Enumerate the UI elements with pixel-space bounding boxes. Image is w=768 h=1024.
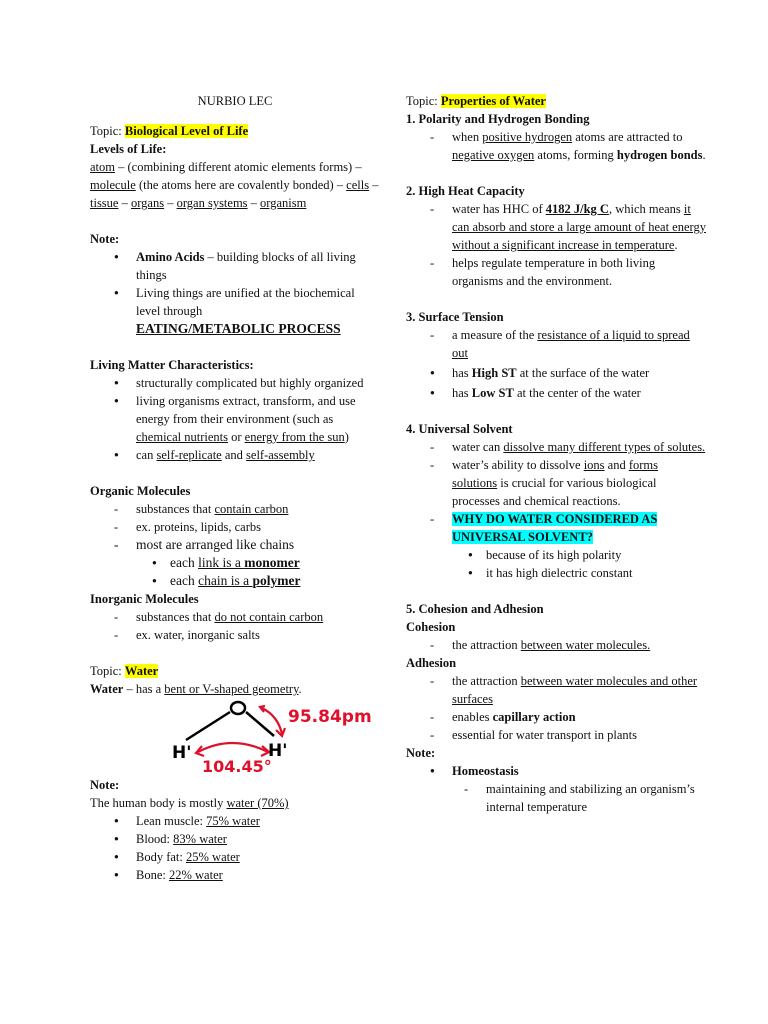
list-item: - most are arranged like chains xyxy=(90,536,380,554)
term-positive-hydrogen: positive hydrogen xyxy=(482,130,573,144)
item-text: is crucial for various biological processes and chemical reactions. xyxy=(452,476,657,508)
item-text: living organisms extract, transform, and use energy from their environment (such as xyxy=(136,394,356,426)
levels-of-life-text xyxy=(90,158,380,212)
hydrogen-label: H' xyxy=(268,741,288,761)
item-text: water has HHC of xyxy=(452,202,546,216)
water-molecule-sketch xyxy=(90,700,380,776)
item-text: The human body is mostly xyxy=(90,796,227,810)
term-hydrogen-bonds: hydrogen bonds xyxy=(616,148,703,162)
levels-of-life-heading: Levels of Life: xyxy=(90,142,167,156)
item-text: chain is a xyxy=(198,573,253,588)
item-text: and xyxy=(604,458,629,472)
bond-line xyxy=(186,712,230,740)
bond-angle-label: 104.45° xyxy=(202,757,272,776)
item-text: between water molecules. xyxy=(520,638,651,652)
term-tissue: tissue xyxy=(90,196,119,210)
item-label: Blood: xyxy=(136,832,174,846)
item-text: enables xyxy=(452,710,493,724)
item-text: has xyxy=(452,366,472,380)
item-text: water can xyxy=(452,440,504,454)
item-text: the attraction xyxy=(452,674,521,688)
item-text: resistance of a liquid to spread out xyxy=(452,328,690,360)
item-text: at the center of the water xyxy=(513,386,641,400)
item-text: atoms, forming xyxy=(534,148,617,162)
section-heading: 3. Surface Tension xyxy=(406,310,504,324)
list-item xyxy=(90,812,380,830)
term-amino-acids: Amino Acids xyxy=(136,250,205,264)
levels-sep: – xyxy=(247,196,261,210)
list-item xyxy=(90,830,380,848)
oxygen-atom xyxy=(231,702,245,714)
item-text: has xyxy=(452,386,472,400)
item-text: or xyxy=(227,430,245,444)
item-text: at the surface of the water xyxy=(516,366,650,380)
note-heading: Note: xyxy=(406,746,436,760)
term-chemical-nutrients: chemical nutrients xyxy=(136,430,228,444)
term-hhc-value: 4182 J/kg C xyxy=(545,202,609,216)
item-text: Living things are unified at the biochemical level through xyxy=(136,286,355,318)
topic-water xyxy=(90,662,380,680)
body-water-list xyxy=(90,812,380,884)
item-text: between water molecules and other surfaces xyxy=(452,674,698,706)
note-heading: Note: xyxy=(90,778,120,792)
list-item: - ex. water, inorganic salts xyxy=(90,626,380,644)
bond-line xyxy=(246,712,274,736)
topic-properties-of-water xyxy=(406,92,706,110)
term-forms-solutions: forms solutions xyxy=(452,458,659,490)
term-organism: organism xyxy=(260,196,307,210)
item-text: water’s ability to dissolve xyxy=(452,458,584,472)
term-self-replicate: self-replicate xyxy=(156,448,222,462)
list-item xyxy=(406,384,706,402)
list-item xyxy=(90,284,380,338)
item-text: it can absorb and store a large amount of heat energy without a significant increase in temperature xyxy=(452,202,706,252)
heat-capacity-list xyxy=(406,200,706,290)
item-text: atoms are attracted to xyxy=(572,130,683,144)
term-water: Water xyxy=(90,682,124,696)
term-negative-oxygen: negative oxygen xyxy=(452,148,535,162)
list-item xyxy=(90,500,380,518)
bond-length-label: 95.84pm xyxy=(288,707,372,727)
item-text: each xyxy=(170,555,199,570)
item-label: Bone: xyxy=(136,868,169,882)
body-water-text xyxy=(90,794,380,812)
item-value: 22% water xyxy=(168,868,223,882)
item-text: and xyxy=(221,448,247,462)
levels-sep: – xyxy=(369,178,379,192)
section-heading: 2. High Heat Capacity xyxy=(406,184,525,198)
levels-sep: – xyxy=(164,196,177,210)
list-item xyxy=(90,446,380,464)
organic-list xyxy=(90,500,380,590)
list-item xyxy=(406,438,706,456)
item-value: 83% water xyxy=(173,832,227,846)
item-text: . xyxy=(702,148,706,162)
topic-prefix: Topic: xyxy=(90,664,125,678)
item-text: when xyxy=(452,130,483,144)
term-high-st: High ST xyxy=(471,366,517,380)
adhesion-list xyxy=(406,672,706,744)
left-column xyxy=(90,92,380,884)
list-item: - essential for water transport in plants xyxy=(406,726,706,744)
term-ions: ions xyxy=(583,458,605,472)
item-text: substances that xyxy=(136,502,215,516)
topic-biological-level xyxy=(90,122,380,140)
item-value: 25% water xyxy=(186,850,240,864)
list-item xyxy=(406,456,706,510)
cohesion-heading: Cohesion xyxy=(406,620,456,634)
organic-molecules-heading: Organic Molecules xyxy=(90,484,191,498)
item-text: link is a xyxy=(198,555,245,570)
item-text: . xyxy=(298,682,302,696)
water-definition xyxy=(90,680,380,698)
list-item: - maintaining and stabilizing an organism’s internal temperature xyxy=(406,780,706,816)
term-water-percent: water (70%) xyxy=(226,796,289,810)
list-item xyxy=(90,554,380,572)
list-item: ● structurally complicated but highly organized xyxy=(90,374,380,392)
term-monomer: monomer xyxy=(244,555,300,570)
term-contain-carbon: contain carbon xyxy=(214,502,289,516)
item-text: substances that xyxy=(136,610,215,624)
list-item xyxy=(90,392,380,446)
item-text: the attraction xyxy=(452,638,521,652)
note-heading: Note: xyxy=(90,232,120,246)
item-text: a measure of the xyxy=(452,328,538,342)
item-text: ) xyxy=(344,430,349,444)
topic-title-highlight: Water xyxy=(124,664,159,678)
topic-title-highlight: Biological Level of Life xyxy=(124,124,249,138)
list-item xyxy=(406,128,706,164)
levels-text: (the atoms here are covalently bonded) – xyxy=(135,178,347,192)
item-text: – building blocks of all living things xyxy=(136,250,356,282)
list-item xyxy=(406,364,706,382)
item-text: . xyxy=(674,238,678,252)
adhesion-heading: Adhesion xyxy=(406,656,457,670)
topic-prefix: Topic: xyxy=(406,94,441,108)
eating-metabolic-process: EATING/METABOLIC PROCESS xyxy=(136,321,341,336)
list-item xyxy=(406,200,706,254)
list-item xyxy=(90,572,380,590)
list-item xyxy=(406,636,706,654)
item-text: , which means xyxy=(608,202,684,216)
polarity-list xyxy=(406,128,706,164)
list-item xyxy=(90,848,380,866)
angle-arc xyxy=(198,743,268,752)
surface-tension-list xyxy=(406,326,706,402)
list-item: - ex. proteins, lipids, carbs xyxy=(90,518,380,536)
list-item xyxy=(90,608,380,626)
list-item: - helps regulate temperature in both living organisms and the environment. xyxy=(406,254,706,290)
term-energy-from-sun: energy from the sun xyxy=(244,430,345,444)
list-item xyxy=(406,326,706,362)
term-no-carbon: do not contain carbon xyxy=(214,610,324,624)
list-item xyxy=(406,672,706,708)
living-matter-list xyxy=(90,374,380,464)
page-title: NURBIO LEC xyxy=(197,94,273,108)
inorganic-list xyxy=(90,608,380,644)
term-molecule: molecule xyxy=(90,178,136,192)
section-heading: 4. Universal Solvent xyxy=(406,422,513,436)
universal-solvent-list xyxy=(406,438,706,582)
item-text: dissolve many different types of solutes. xyxy=(503,440,706,454)
term-cells: cells xyxy=(346,178,370,192)
list-item xyxy=(406,708,706,726)
term-bent-geometry: bent or V-shaped geometry xyxy=(164,682,299,696)
water-molecule-diagram xyxy=(90,700,380,776)
item-label: Lean muscle: xyxy=(136,814,207,828)
list-item xyxy=(406,510,706,546)
term-low-st: Low ST xyxy=(471,386,514,400)
levels-text: – (combining different atomic elements forms) – xyxy=(115,160,362,174)
section-heading: 5. Cohesion and Adhesion xyxy=(406,602,544,616)
list-item: ● Homeostasis xyxy=(406,762,706,780)
list-item xyxy=(90,248,380,284)
levels-sep: – xyxy=(118,196,131,210)
cohesion-list xyxy=(406,636,706,654)
question-highlight: WHY DO WATER CONSIDERED AS UNIVERSAL SOLVENT? xyxy=(452,512,658,544)
note-list xyxy=(90,248,380,338)
inorganic-molecules-heading: Inorganic Molecules xyxy=(90,592,199,606)
item-text: can xyxy=(136,448,157,462)
topic-title-highlight: Properties of Water xyxy=(440,94,546,108)
living-matter-heading: Living Matter Characteristics: xyxy=(90,358,254,372)
term-organ-systems: organ systems xyxy=(176,196,248,210)
topic-prefix: Topic: xyxy=(90,124,125,138)
term-self-assembly: self-assembly xyxy=(246,448,315,462)
item-value: 75% water xyxy=(206,814,260,828)
hydrogen-label: H' xyxy=(172,743,192,763)
list-item: ● it has high dielectric constant xyxy=(406,564,706,582)
item-text: each xyxy=(170,573,199,588)
homeostasis-list xyxy=(406,762,706,816)
bond-length-arrow xyxy=(262,708,282,734)
term-atom: atom xyxy=(90,160,115,174)
term-polymer: polymer xyxy=(252,573,301,588)
right-column xyxy=(406,92,706,816)
term-organs: organs xyxy=(130,196,165,210)
list-item xyxy=(90,866,380,884)
list-item: ● because of its high polarity xyxy=(406,546,706,564)
term-capillary-action: capillary action xyxy=(492,710,576,724)
item-label: Body fat: xyxy=(136,850,186,864)
item-text: – has a xyxy=(123,682,165,696)
section-heading: 1. Polarity and Hydrogen Bonding xyxy=(406,112,590,126)
